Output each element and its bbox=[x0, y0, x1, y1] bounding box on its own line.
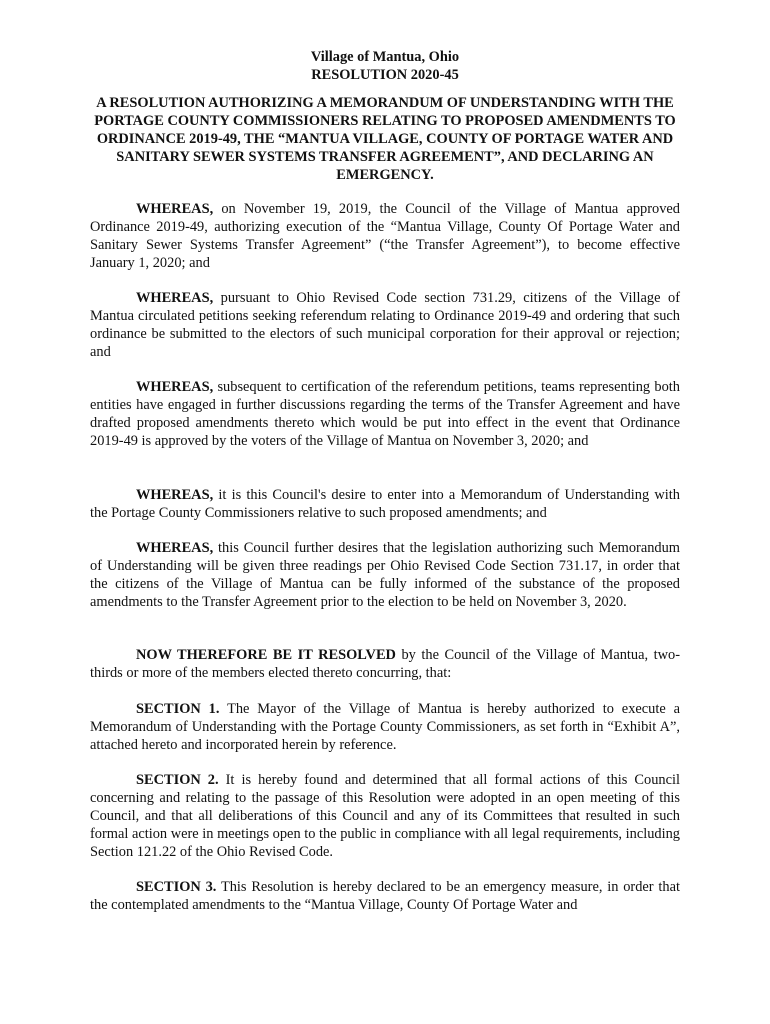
paragraph-whereas-2 bbox=[90, 289, 680, 361]
paragraph-whereas-3 bbox=[90, 378, 680, 450]
paragraph-whereas-1 bbox=[90, 200, 680, 272]
paragraph-text: This Resolution is hereby declared to be an emergency measure, in order that the contemplated amendments to the “Mantua Village, County Of Portage Water and bbox=[90, 879, 680, 913]
paragraph-text: pursuant to Ohio Revised Code section 731.29, citizens of the Village of Mantua circulated petitions seeking referendum relating to Ordinance 2019-49 and ordering that such ordinance be submitted to the electors of such municipal corporation for their approval or rejection; and bbox=[90, 290, 680, 360]
paragraph-text: It is hereby found and determined that all formal actions of this Council concerning and relating to the passage of this Resolution were adopted in an open meeting of this Council, and that all deliberations of this Council and any of its Committees that resulted in such formal action were in meetings open to the public in compliance with all legal requirements, including Section 121.22 of the Ohio Revised Code. bbox=[90, 772, 681, 860]
paragraph-lead: WHEREAS, bbox=[136, 540, 214, 556]
paragraph-text: by the Council of the Village of Mantua, two-thirds or more of the members elected thereto concurring, that: bbox=[90, 647, 681, 681]
paragraph-lead: WHEREAS, bbox=[136, 290, 214, 306]
village-heading: Village of Mantua, Ohio bbox=[310, 49, 460, 65]
resolution-title: A RESOLUTION AUTHORIZING A MEMORANDUM OF UNDERSTANDING WITH THE PORTAGE COUNTY COMMISSIONERS RELATING TO PROPOSED AMENDMENTS TO ORDINANCE 2019-49, THE “MANTUA VILLAGE, COUNTY OF PORTAGE WATER AND SANITARY SEWER SYSTEMS TRANSFER AGREEMENT”, AND DECLARING AN EMERGENCY. bbox=[94, 95, 676, 183]
paragraph-lead: WHEREAS, bbox=[136, 487, 214, 503]
paragraph-text: on November 19, 2019, the Council of the Village of Mantua approved Ordinance 2019-49, authorizing execution of the “Mantua Village, County Of Portage Water and Sanitary Sewer Systems Transfer Agreement” (“the Transfer Agreement”), to become effective January 1, 2020; and bbox=[90, 201, 680, 271]
paragraph-lead: SECTION 1. bbox=[136, 701, 220, 717]
paragraph-lead: WHEREAS, bbox=[136, 201, 214, 217]
paragraph-whereas-4 bbox=[90, 486, 680, 522]
paragraph-text: The Mayor of the Village of Mantua is hereby authorized to execute a Memorandum of Understanding with the Portage County Commissioners, as set forth in “Exhibit A”, attached hereto and incorporated herein by reference. bbox=[90, 701, 681, 753]
paragraph-text: this Council further desires that the legislation authorizing such Memorandum of Understanding will be given three readings per Ohio Revised Code Section 731.17, in order that the citizens of the Village of Mantua can be fully informed of the substance of the proposed amendments to the Transfer Agreement prior to the election to be held on November 3, 2020. bbox=[90, 540, 680, 610]
paragraph-text: it is this Council's desire to enter into a Memorandum of Understanding with the Portage County Commissioners relative to such proposed amendments; and bbox=[90, 487, 680, 521]
resolution-number: RESOLUTION 2020-45 bbox=[311, 67, 459, 83]
paragraph-lead: WHEREAS, bbox=[136, 379, 214, 395]
paragraph-section-2 bbox=[90, 771, 680, 861]
paragraph-section-1 bbox=[90, 700, 680, 754]
paragraph-lead: SECTION 3. bbox=[136, 879, 217, 895]
paragraph-lead: SECTION 2. bbox=[136, 772, 219, 788]
paragraph-text: subsequent to certification of the referendum petitions, teams representing both entities have engaged in further discussions regarding the terms of the Transfer Agreement and have drafted proposed amendments thereto which would be put into effect in the event that Ordinance 2019-49 is approved by the voters of the Village of Mantua on November 3, 2020; and bbox=[90, 379, 680, 449]
paragraph-section-3 bbox=[90, 878, 680, 914]
paragraph-lead: NOW THEREFORE BE IT RESOLVED bbox=[136, 647, 396, 663]
paragraph-resolved bbox=[90, 646, 680, 682]
paragraph-whereas-5 bbox=[90, 539, 680, 611]
